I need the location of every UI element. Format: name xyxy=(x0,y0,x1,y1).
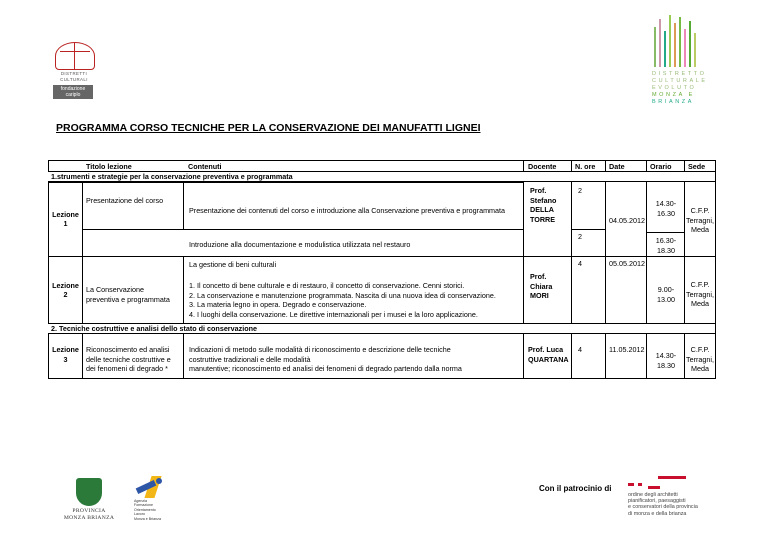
lesson-3-date: 11.05.2012 xyxy=(609,345,645,354)
header-ore: N. ore xyxy=(575,162,596,171)
lesson-1-title: Presentazione del corso xyxy=(86,196,164,205)
lesson-1-ore-a: 2 xyxy=(578,186,582,195)
lesson-1-ore-b: 2 xyxy=(578,232,582,241)
fondazione-cariplo-badge xyxy=(53,85,93,99)
lesson-2-content-head: La gestione di beni culturali xyxy=(189,260,277,269)
lesson-1-content-a: Presentazione dei contenuti del corso e introduzione alla Conservazione preventiva e programmata xyxy=(189,206,506,215)
logo-text-2: CULTURALI xyxy=(60,77,88,82)
figure-icon xyxy=(134,476,164,498)
logo-line-4: MONZA E xyxy=(652,92,695,98)
lesson-2-sede: C.F.P. Terragni, Meda xyxy=(686,280,714,308)
agenzia-logo xyxy=(134,476,184,521)
lesson-3-title: Riconoscimento ed analisi delle tecniche costruttive e dei fenomeni di degrado * xyxy=(86,345,171,373)
lesson-1-sede: C.F.P. Terragni, Meda xyxy=(686,206,714,234)
ordine-text: ordine degli architetti pianificatori, paesaggisti e conservatori della provincia di monza e della brianza xyxy=(628,492,698,517)
globe-icon xyxy=(55,42,95,70)
lesson-1-date: 04.05.2012 xyxy=(609,216,645,225)
ordine-architetti-logo xyxy=(628,476,718,517)
lesson-1-orario-b: 16.30- 18.30 xyxy=(655,236,677,255)
lesson-3-content: Indicazioni di metodo sulle modalità di riconoscimento e descrizione delle tecniche costruttive tradizionali e delle modalità manutentive; riconoscimento ed analisi dei fenomeni di degrado partendo dalla norma xyxy=(189,345,462,373)
section-2-heading: 2. Tecniche costruttive e analisi dello stato di conservazione xyxy=(51,324,257,333)
lesson-2-title: La Conservazione preventiva e programmata xyxy=(86,285,170,304)
section-1-heading: 1.strumenti e strategie per la conservazione preventiva e programmata xyxy=(51,172,293,181)
lesson-3-sede: C.F.P. Terragni, Meda xyxy=(686,345,714,373)
lesson-1-orario-a: 14.30- 16.30 xyxy=(655,199,677,218)
lesson-2-ore: 4 xyxy=(578,259,582,268)
logo-line-3: EVOLUTO xyxy=(652,85,697,91)
header-orario: Orario xyxy=(650,162,672,171)
distretto-culturale-evoluto-logo xyxy=(652,12,708,106)
lesson-3-ore: 4 xyxy=(578,345,582,354)
patrocinio-label: Con il patrocinio di xyxy=(539,484,612,493)
header-contenuti: Contenuti xyxy=(188,162,222,171)
logo-line-1: DISTRETTO xyxy=(652,71,707,77)
badge-line-1: fondazione xyxy=(60,86,86,92)
header-docente: Docente xyxy=(528,162,557,171)
lesson-3-docente: Prof. Luca QUARTANA xyxy=(528,345,569,364)
provincia-logo xyxy=(62,478,116,522)
logo-line-2: CULTURALE xyxy=(652,78,708,84)
document-title: PROGRAMMA CORSO TECNICHE PER LA CONSERVAZIONE DEI MANUFATTI LIGNEI xyxy=(56,122,481,134)
provincia-text: PROVINCIA MONZA BRIANZA xyxy=(63,508,115,521)
lesson-2-label: Lezione 2 xyxy=(52,280,79,299)
lesson-1-content-b: Introduzione alla documentazione e modulistica utilizzata nel restauro xyxy=(189,240,411,249)
lesson-2-content: 1. Il concetto di bene culturale e di restauro, il concetto di conservazione. Cenni storici. 2. La conservazione e manutenzione programmata. Nascita di una nuova idea di conservazione. 3. La materia legno in opera. Degrado e conservazione. 4. I luoghi della conservazione. Le direttive internazionali per i musei e la loro applicazione. xyxy=(189,281,496,319)
lesson-2-date: 05.05.2012 xyxy=(609,259,645,268)
logo-text-block xyxy=(652,71,708,106)
header-date: Date xyxy=(609,162,625,171)
badge-line-2: cariplo xyxy=(65,92,81,98)
lesson-1-docente: Prof. Stefano DELLA TORRE xyxy=(530,186,557,224)
header-sede: Sede xyxy=(688,162,706,171)
distretti-culturali-logo xyxy=(53,42,95,99)
lesson-2-docente: Prof. Chiara MORI xyxy=(530,272,553,300)
lesson-2-orario: 9.00- 13.00 xyxy=(657,285,675,304)
red-dashes-icon xyxy=(628,476,718,490)
lesson-1-label: Lezione 1 xyxy=(52,209,79,228)
agenzia-text: Agenzia Formazione Orientamento Lavoro Monza e Brianza xyxy=(134,499,161,521)
logo-line-5: BRIANZA xyxy=(652,99,695,105)
shield-icon xyxy=(76,478,102,506)
lesson-3-label: Lezione 3 xyxy=(52,345,79,364)
header-titolo: Titolo lezione xyxy=(86,162,132,171)
wheat-stalks-icon xyxy=(652,12,708,67)
logo-text-1: DISTRETTI xyxy=(60,71,88,76)
lesson-3-orario: 14.30- 18.30 xyxy=(655,351,677,370)
